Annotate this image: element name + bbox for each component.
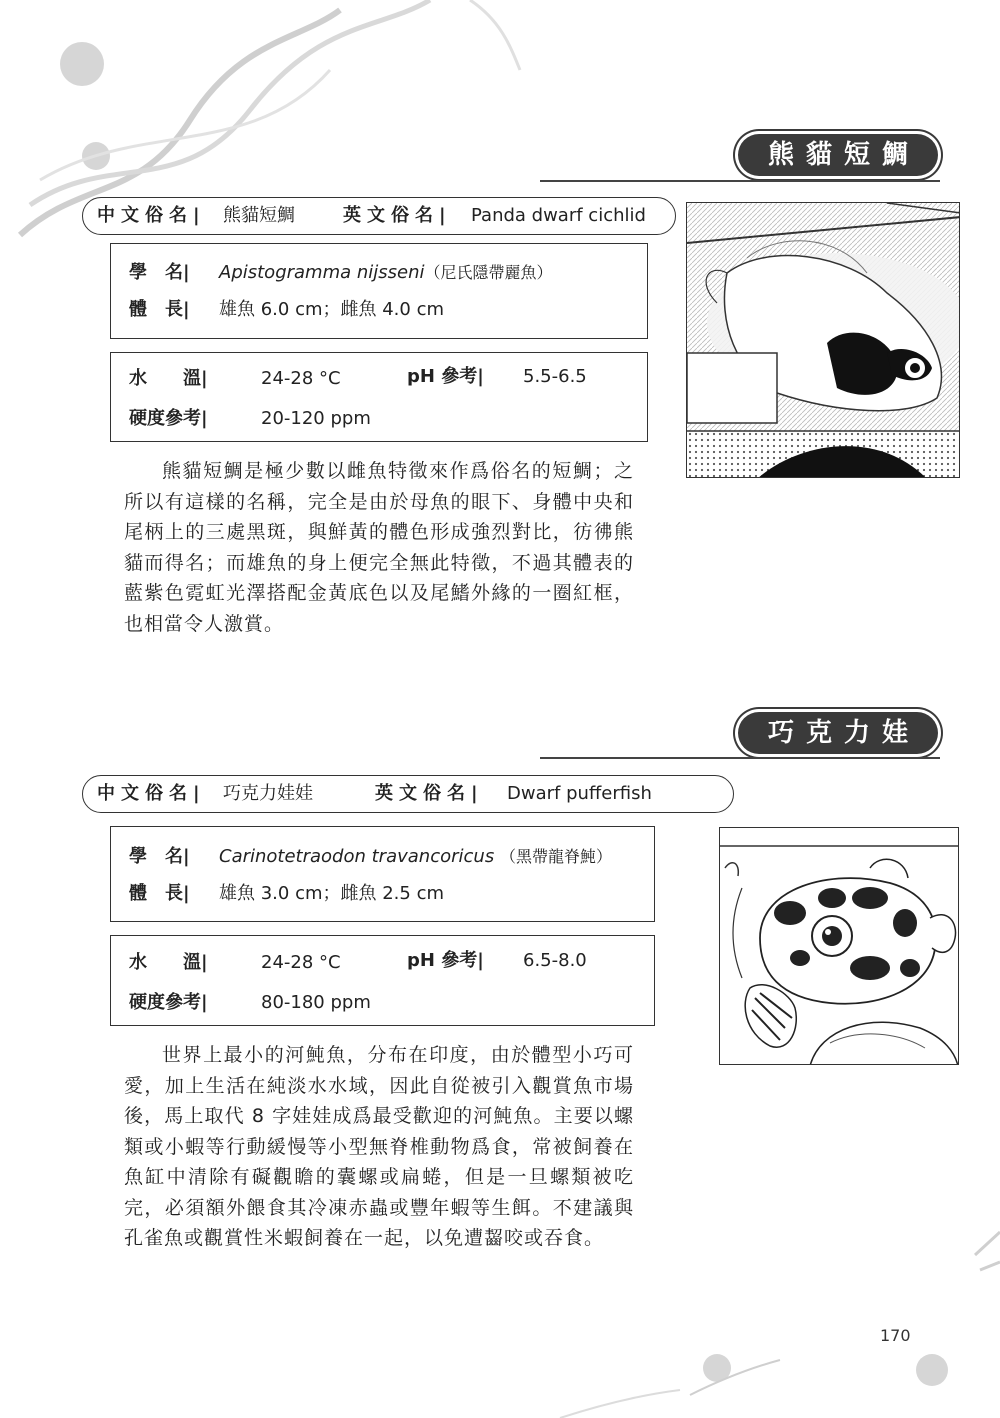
body-length: 雄魚 3.0 cm；雌魚 2.5 cm	[219, 883, 444, 904]
deco-circle	[916, 1354, 948, 1386]
taxonomy-box	[110, 826, 655, 922]
chinese-name-label: 中文俗名|	[97, 783, 206, 804]
dwarf-pufferfish-illustration	[719, 827, 959, 1065]
deco-circle	[82, 142, 110, 170]
deco-swirl	[980, 1262, 1000, 1270]
ph-label: pH 參考|	[407, 950, 484, 971]
scientific-name: Apistogramma nijsseni	[219, 262, 425, 283]
temperature: 24-28 °C	[261, 368, 341, 389]
english-name-label: 英文俗名|	[343, 205, 452, 226]
entry-title: 熊貓短鯛	[738, 134, 938, 176]
title-underline	[540, 757, 940, 759]
common-names-row	[82, 775, 734, 813]
fish-drawing	[720, 828, 959, 1065]
ph-value: 6.5-8.0	[523, 950, 587, 971]
entry-description: 世界上最小的河魨魚，分布在印度，由於體型小巧可愛，加上生活在純淡水水域，因此自從被引入觀賞魚市場後，馬上取代 8 字娃娃成爲最受歡迎的河魨魚。主要以螺類或小蝦等行動緩慢等小型無脊椎動物爲食，常被飼養在魚缸中清除有礙觀瞻的囊螺或扁蜷，但是一旦螺類被吃完，必須額外餵食其冷凍赤蟲或豐年蝦等生餌。不建議與孔雀魚或觀賞性米蝦飼養在一起，以免遭齧咬或吞食。	[124, 1044, 634, 1249]
scientific-name-note: （尼氏隱帶麗魚）	[424, 263, 553, 282]
scientific-name: Carinotetraodon travancoricus	[219, 846, 495, 867]
scientific-name-label: 學 名|	[129, 846, 190, 867]
deco-swirl	[40, 70, 330, 180]
hardness: 20-120 ppm	[261, 408, 371, 429]
panda-cichlid-illustration	[686, 202, 960, 478]
chinese-name: 巧克力娃娃	[223, 783, 313, 804]
deco-swirl	[470, 0, 520, 70]
body-length-label: 體 長|	[129, 883, 190, 904]
water-params-box	[110, 352, 648, 442]
english-name-label: 英文俗名|	[375, 783, 484, 804]
hardness-label: 硬度參考|	[129, 408, 208, 429]
chinese-name: 熊貓短鯛	[223, 205, 295, 226]
deco-swirl	[975, 1232, 1000, 1255]
scientific-name-label: 學 名|	[129, 262, 190, 283]
deco-circle	[703, 1354, 731, 1382]
scientific-name-note: （黑帶龍脊魨）	[499, 847, 612, 866]
common-names-row	[82, 197, 676, 235]
entry-description: 熊貓短鯛是極少數以雌魚特徵來作爲俗名的短鯛；之所以有這樣的名稱，完全是由於母魚的眼下、身體中央和尾柄上的三處黑斑，與鮮黃的體色形成強烈對比，彷彿熊貓而得名；而雄魚的身上便完全無此特徵，不過其體表的藍紫色霓虹光澤搭配金黃底色以及尾鰭外緣的一圈紅框，也相當令人激賞。	[124, 460, 634, 635]
deco-swirl	[30, 0, 430, 205]
deco-circle	[60, 42, 104, 86]
temperature: 24-28 °C	[261, 952, 341, 973]
water-params-box	[110, 935, 655, 1026]
temperature-label: 水 溫|	[129, 952, 208, 973]
taxonomy-box	[110, 243, 648, 339]
fish-drawing	[687, 203, 960, 478]
hardness-label: 硬度參考|	[129, 992, 208, 1013]
english-name: Panda dwarf cichlid	[471, 205, 646, 226]
chinese-name-label: 中文俗名|	[97, 205, 206, 226]
ph-value: 5.5-6.5	[523, 366, 587, 387]
ph-label: pH 參考|	[407, 366, 484, 387]
body-length-label: 體 長|	[129, 299, 190, 320]
english-name: Dwarf pufferfish	[507, 783, 652, 804]
title-underline	[540, 180, 940, 182]
body-length: 雄魚 6.0 cm；雌魚 4.0 cm	[219, 299, 444, 320]
page-number: 170	[880, 1326, 911, 1345]
hardness: 80-180 ppm	[261, 992, 371, 1013]
temperature-label: 水 溫|	[129, 368, 208, 389]
entry-title: 巧克力娃娃	[738, 712, 938, 754]
deco-swirl	[690, 1360, 780, 1395]
deco-swirl	[560, 1390, 680, 1418]
